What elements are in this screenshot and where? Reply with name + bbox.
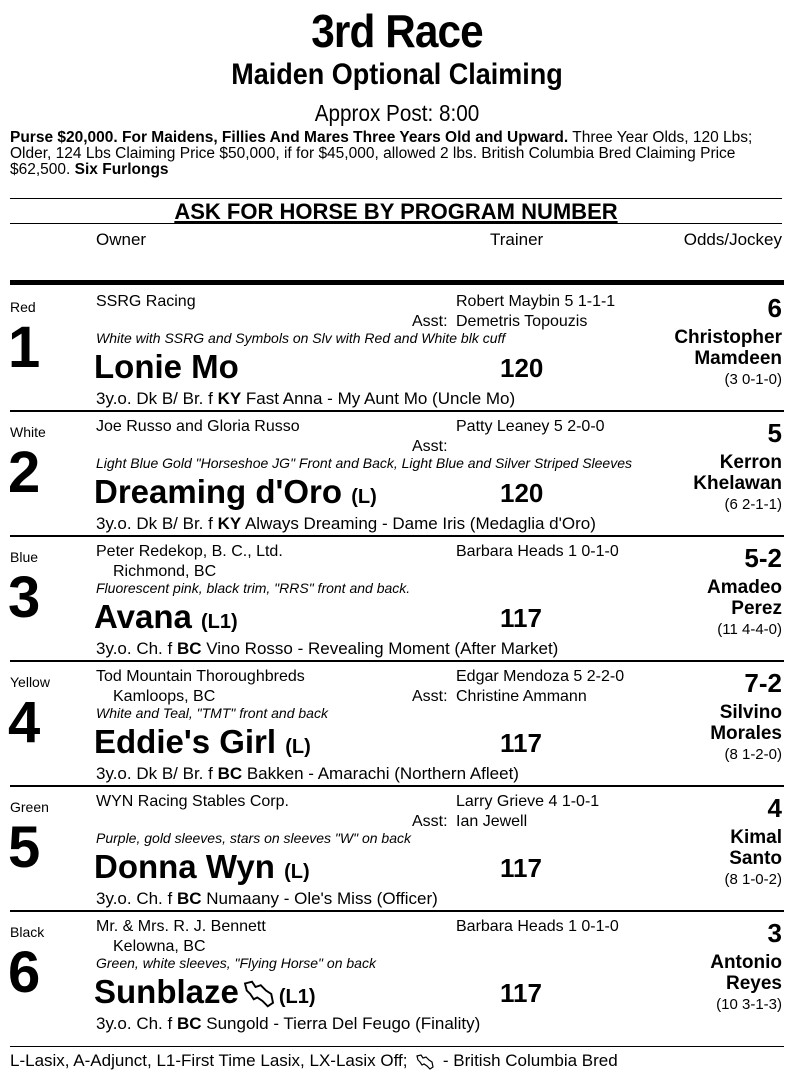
bc-bred-icon (416, 1054, 434, 1070)
entry-divider (10, 910, 784, 912)
pedigree-state: KY (217, 389, 242, 408)
pedigree-age-sex: 3y.o. Dk B/ Br. f (96, 764, 218, 783)
program-number: 1 (8, 315, 41, 380)
owner-name: Mr. & Mrs. R. J. Bennett (96, 918, 266, 935)
medication: (L) (284, 861, 310, 883)
silks-description: Green, white sleeves, "Flying Horse" on back (96, 955, 376, 971)
medication: (L) (351, 486, 377, 508)
morning-line-odds: 4 (767, 793, 782, 823)
trainer-name: Barbara Heads 1 0-1-0 (456, 918, 619, 935)
silks-description: Fluorescent pink, black trim, "RRS" front and back. (96, 580, 411, 596)
saddlecloth-color: Green (10, 799, 49, 815)
pedigree-lineage: Always Dreaming - Dame Iris (Medaglia d'Oro) (241, 514, 596, 533)
weight: 120 (500, 353, 544, 383)
conditions-text: Three Year Olds, 120 Lbs; Older, 124 Lbs Claiming Price $50,000, if for $45,000, allowed 2 lbs. British Columbia Bred Claiming Price $62,500. (10, 129, 753, 178)
horse-name-row (94, 347, 239, 392)
trainer-name: Edgar Mendoza 5 2-2-0 (456, 668, 625, 685)
medication-legend: L-Lasix, A-Adjunct, L1-First Time Lasix, LX-Lasix Off; (10, 1051, 408, 1070)
jockey-first-name: Kerron (719, 452, 782, 473)
silks-description: Purple, gold sleeves, stars on sleeves "W" on back (96, 830, 411, 846)
medication: (L1) (278, 986, 316, 1008)
program-number: 2 (8, 440, 41, 505)
pedigree-lineage: Fast Anna - My Aunt Mo (Uncle Mo) (241, 389, 516, 408)
bc-legend: - British Columbia Bred (438, 1051, 618, 1070)
jockey-first-name: Amadeo (707, 577, 782, 598)
entry-3 (10, 535, 784, 659)
entry-divider (10, 785, 784, 787)
pedigree-lineage: Vino Rosso - Revealing Moment (After Market) (201, 639, 559, 658)
assistant-label: Asst: (412, 813, 448, 830)
pedigree (96, 889, 438, 909)
jockey-name (582, 952, 782, 994)
owner-city: Kelowna, BC (113, 938, 206, 955)
jockey-name (582, 327, 782, 369)
bc-bred-icon (243, 980, 275, 1008)
race-title: 3rd Race (311, 5, 483, 57)
jockey-first-name: Antonio (710, 952, 782, 973)
program-number: 4 (8, 690, 41, 755)
morning-line-odds: 7-2 (744, 668, 782, 698)
trainer-name: Barbara Heads 1 0-1-0 (456, 543, 619, 560)
morning-line-odds: 3 (767, 918, 782, 948)
medication: (L) (285, 736, 311, 758)
trainer-name: Larry Grieve 4 1-0-1 (456, 793, 600, 810)
horse-name: Dreaming d'Oro (94, 473, 343, 510)
owner-name: SSRG Racing (96, 293, 196, 310)
jockey-record: (11 4-4-0) (717, 621, 782, 638)
trainer-name: Patty Leaney 5 2-0-0 (456, 418, 605, 435)
entry-5 (10, 785, 784, 909)
owner-city: Kamloops, BC (113, 688, 216, 705)
trainer-column-header: Trainer (490, 230, 544, 249)
assistant-trainer: Christine Ammann (456, 688, 587, 705)
jockey-first-name: Christopher (674, 327, 782, 348)
program-number: 6 (8, 940, 41, 1005)
horse-name: Lonie Mo (94, 348, 239, 385)
race-conditions (10, 130, 782, 178)
jockey-name (582, 577, 782, 619)
jockey-last-name: Mamdeen (694, 348, 782, 369)
pedigree-age-sex: 3y.o. Ch. f (96, 639, 177, 658)
jockey-last-name: Santo (729, 848, 782, 869)
saddlecloth-color: White (10, 424, 46, 440)
pedigree-state: BC (176, 889, 202, 908)
entry-divider (10, 410, 784, 412)
horse-name-row (94, 597, 238, 642)
morning-line-odds: 5 (767, 418, 782, 448)
pedigree-state: BC (176, 639, 202, 658)
horse-name: Avana (94, 598, 192, 635)
horse-name-row (94, 472, 377, 517)
jockey-record: (6 2-1-1) (724, 496, 782, 513)
jockey-name (582, 702, 782, 744)
conditions-bold: Purse $20,000. For Maidens, Fillies And Mares Three Years Old and Upward. (10, 129, 569, 146)
pedigree-age-sex: 3y.o. Ch. f (96, 889, 177, 908)
pedigree (96, 639, 558, 659)
jockey-record: (8 1-0-2) (724, 871, 782, 888)
pedigree-lineage: Bakken - Amarachi (Northern Afleet) (242, 764, 519, 783)
jockey-first-name: Kimal (730, 827, 782, 848)
assistant-label: Asst: (412, 438, 448, 455)
silks-description: White and Teal, "TMT" front and back (96, 705, 328, 721)
pedigree-lineage: Numaany - Ole's Miss (Officer) (201, 889, 438, 908)
program-number: 5 (8, 815, 41, 880)
weight: 117 (500, 728, 542, 758)
pedigree-age-sex: 3y.o. Ch. f (96, 1014, 177, 1033)
assistant-trainer: Demetris Topouzis (456, 313, 588, 330)
jockey-last-name: Morales (710, 723, 782, 744)
silks-description: Light Blue Gold "Horseshoe JG" Front and Back, Light Blue and Silver Striped Sleeves (96, 455, 633, 471)
assistant-trainer: Ian Jewell (456, 813, 528, 830)
jockey-name (582, 452, 782, 494)
jockey-record: (8 1-2-0) (724, 746, 782, 763)
assistant-label: Asst: (412, 688, 448, 705)
pedigree-age-sex: 3y.o. Dk B/ Br. f (96, 514, 218, 533)
horse-name: Sunblaze (94, 973, 239, 1010)
pedigree-state: KY (217, 514, 242, 533)
entry-divider (10, 535, 784, 537)
jockey-first-name: Silvino (719, 702, 782, 723)
odds-column-header: Odds/Jockey (683, 230, 782, 249)
owner-column-header: Owner (96, 230, 147, 249)
trainer-name: Robert Maybin 5 1-1-1 (456, 293, 616, 310)
entry-divider (10, 660, 784, 662)
jockey-last-name: Perez (731, 598, 782, 619)
race-type: Maiden Optional Claiming (231, 58, 563, 91)
saddlecloth-color: Blue (10, 549, 39, 565)
pedigree-state: BC (217, 764, 243, 783)
weight: 120 (500, 478, 544, 508)
owner-name: WYN Racing Stables Corp. (96, 793, 289, 810)
owner-name: Peter Redekop, B. C., Ltd. (96, 543, 283, 560)
silks-description: White with SSRG and Symbols on Slv with Red and White blk cuff (96, 330, 506, 346)
horse-name: Eddie's Girl (94, 723, 277, 760)
jockey-record: (10 3-1-3) (716, 996, 782, 1013)
post-time: Approx Post: 8:00 (314, 100, 480, 126)
entry-1 (10, 285, 784, 409)
jockey-name (582, 827, 782, 869)
pedigree-age-sex: 3y.o. Dk B/ Br. f (96, 389, 218, 408)
pedigree-state: BC (176, 1014, 202, 1033)
morning-line-odds: 5-2 (744, 543, 782, 573)
footer-legend (10, 1046, 784, 1071)
program-number: 3 (8, 565, 41, 630)
ask-banner: ASK FOR HORSE BY PROGRAM NUMBER (10, 198, 782, 224)
jockey-last-name: Khelawan (693, 473, 782, 494)
medication: (L1) (201, 611, 238, 633)
owner-city: Richmond, BC (113, 563, 217, 580)
entry-4 (10, 660, 784, 784)
horse-name-row (94, 722, 311, 767)
pedigree (96, 389, 515, 409)
owner-name: Joe Russo and Gloria Russo (96, 418, 300, 435)
race-distance: Six Furlongs (74, 161, 169, 178)
pedigree-lineage: Sungold - Tierra Del Feugo (Finality) (201, 1014, 481, 1033)
entry-2 (10, 410, 784, 534)
assistant-label: Asst: (412, 313, 448, 330)
owner-name: Tod Mountain Thoroughbreds (96, 668, 305, 685)
weight: 117 (500, 603, 542, 633)
weight: 117 (500, 978, 542, 1008)
horse-name-row (94, 972, 316, 1017)
entry-6 (10, 910, 784, 1034)
horse-name-row (94, 847, 310, 892)
saddlecloth-color: Yellow (10, 674, 50, 690)
horse-name: Donna Wyn (94, 848, 275, 885)
morning-line-odds: 6 (767, 293, 782, 323)
saddlecloth-color: Red (10, 299, 36, 315)
pedigree (96, 514, 596, 534)
saddlecloth-color: Black (10, 924, 45, 940)
weight: 117 (500, 853, 542, 883)
jockey-record: (3 0-1-0) (724, 371, 782, 388)
pedigree (96, 1014, 480, 1034)
jockey-last-name: Reyes (726, 973, 782, 994)
pedigree (96, 764, 519, 784)
